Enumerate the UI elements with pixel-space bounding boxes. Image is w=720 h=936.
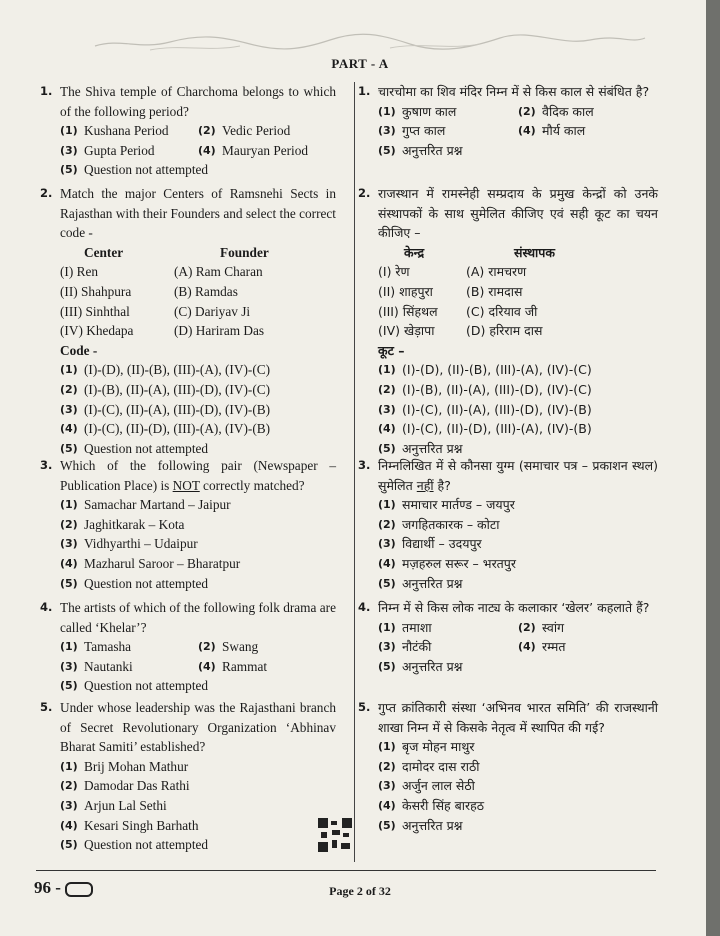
match-row: (III) सिंहथल (C) दरियाव जी <box>378 303 538 319</box>
part-title: PART - A <box>331 56 389 71</box>
question-text: राजस्थान में रामस्नेही सम्प्रदाय के प्रमुख केन्द्रों को उनके संस्थापकों के साथ सुमेलित कीजिए एवं सही कूट का चयन कीजिए – <box>378 186 658 241</box>
option-5[interactable]: (5) अनुत्तरित प्रश्न <box>378 440 463 456</box>
option-2[interactable]: (2) (I)-(B), (II)-(A), (III)-(D), (IV)-(C) <box>378 381 592 397</box>
option-2[interactable]: (2) Swang <box>198 639 259 655</box>
option-3[interactable]: (3) गुप्त काल <box>378 123 446 139</box>
match-row: (I) रेण (A) रामचरण <box>378 264 527 280</box>
option-5[interactable]: (5) Question not attempted <box>60 440 209 456</box>
option-1[interactable]: (1) कुषाण काल <box>378 103 457 119</box>
option-2[interactable]: (2) दामोदर दास राठी <box>378 758 480 774</box>
option-3[interactable]: (3) Vidhyarthi – Udaipur <box>60 536 198 552</box>
question-number: 2. <box>40 186 53 200</box>
match-row: (III) Sinhthal (C) Dariyav Ji <box>60 303 251 319</box>
question-4-en <box>40 598 336 696</box>
question-number: 4. <box>358 600 371 614</box>
option-4[interactable]: (4) (I)-(C), (II)-(D), (III)-(A), (IV)-(B) <box>60 421 271 437</box>
option-4[interactable]: (4) (I)-(C), (II)-(D), (III)-(A), (IV)-(B) <box>378 421 592 437</box>
option-3[interactable]: (3) Arjun Lal Sethi <box>60 797 167 813</box>
question-text: निम्नलिखित में से कौनसा युग्म (समाचार पत्र – प्रकाशन स्थल) सुमेलित नहीं है? <box>378 458 658 493</box>
question-text: निम्न में से किस लोक नाट्य के कलाकार ‘खेलर’ कहलाते हैं? <box>378 600 650 615</box>
option-5[interactable]: (5) Question not attempted <box>60 575 209 591</box>
question-number: 1. <box>358 84 371 98</box>
option-5[interactable]: (5) Question not attempted <box>60 678 209 694</box>
question-1-en <box>40 82 336 180</box>
option-2[interactable]: (2) Vedic Period <box>198 123 291 139</box>
option-1[interactable]: (1) तमाशा <box>378 619 432 635</box>
option-4[interactable]: (4) रम्मत <box>518 639 566 655</box>
question-text: Under whose leadership was the Rajasthani branch of Secret Revolutionary Organization ‘Abhinav Bharat Samiti’ established? <box>60 700 336 755</box>
match-row: (IV) Khedapa (D) Hariram Das <box>60 323 265 339</box>
option-5[interactable]: (5) अनुत्तरित प्रश्न <box>378 658 463 674</box>
option-4[interactable]: (4) Mazharul Saroor – Bharatpur <box>60 555 241 571</box>
option-row <box>60 657 336 677</box>
option-1[interactable]: (1) (I)-(D), (II)-(B), (III)-(A), (IV)-(C) <box>378 362 592 378</box>
match-row: (I) Ren (A) Ram Charan <box>60 264 263 280</box>
question-number: 5. <box>358 700 371 714</box>
emphasis-not: नहीं <box>416 477 434 493</box>
match-table <box>378 243 658 341</box>
question-3-en <box>40 456 336 593</box>
question-number: 3. <box>40 458 53 472</box>
option-2[interactable]: (2) Damodar Das Rathi <box>60 778 190 794</box>
page-label: Page 2 of 32 <box>329 884 391 898</box>
question-text: Which of the following pair (Newspaper – Publication Place) is NOT correctly matched? <box>60 458 336 493</box>
option-5[interactable]: (5) अनुत्तरित प्रश्न <box>378 817 463 833</box>
option-5[interactable]: (5) Question not attempted <box>60 837 209 853</box>
match-row: (II) शाहपुरा (B) रामदास <box>378 283 523 299</box>
question-text: The artists of which of the following folk drama are called ‘Khelar’? <box>60 600 336 635</box>
option-3[interactable]: (3) अर्जुन लाल सेठी <box>378 778 475 794</box>
question-number: 4. <box>40 600 53 614</box>
option-row <box>378 102 658 122</box>
emphasis-not: NOT <box>172 477 200 493</box>
match-header: Center Founder <box>84 244 269 260</box>
question-number: 5. <box>40 700 53 714</box>
question-number: 1. <box>40 84 53 98</box>
option-2[interactable]: (2) स्वांग <box>518 619 565 635</box>
column-divider <box>354 82 355 862</box>
option-row <box>378 618 658 638</box>
match-header: केन्द्र संस्थापक <box>404 244 555 260</box>
option-row <box>378 637 658 657</box>
option-2[interactable]: (2) (I)-(B), (II)-(A), (III)-(D), (IV)-(C) <box>60 381 271 397</box>
option-1[interactable]: (1) Brij Mohan Mathur <box>60 758 189 774</box>
option-2[interactable]: (2) जगहितकारक – कोटा <box>378 516 500 532</box>
question-2-hi <box>358 184 658 458</box>
question-5-hi <box>358 698 658 835</box>
option-3[interactable]: (3) (I)-(C), (II)-(A), (III)-(D), (IV)-(B) <box>378 401 592 417</box>
option-1[interactable]: (1) समाचार मार्तण्ड – जयपुर <box>378 497 515 513</box>
option-4[interactable]: (4) Kesari Singh Barhath <box>60 817 199 833</box>
option-3[interactable]: (3) नौटंकी <box>378 639 432 655</box>
question-3-hi <box>358 456 658 593</box>
option-4[interactable]: (4) Rammat <box>198 658 268 674</box>
page-edge-shadow <box>706 0 720 936</box>
question-2-en <box>40 184 336 458</box>
option-4[interactable]: (4) मज़हरुल सरूर – भरतपुर <box>378 555 517 571</box>
option-4[interactable]: (4) Mauryan Period <box>198 142 309 158</box>
option-row <box>60 141 336 161</box>
option-3[interactable]: (3) Gupta Period <box>60 142 155 158</box>
option-2[interactable]: (2) Jaghitkarak – Kota <box>60 516 185 532</box>
code-label: कूट – <box>378 342 405 358</box>
footer-divider <box>36 870 656 871</box>
question-5-en <box>40 698 336 855</box>
question-number: 2. <box>358 186 371 200</box>
option-1[interactable]: (1) (I)-(D), (II)-(B), (III)-(A), (IV)-(C) <box>60 362 271 378</box>
match-row: (II) Shahpura (B) Ramdas <box>60 283 238 299</box>
option-5[interactable]: (5) Question not attempted <box>60 162 209 178</box>
qr-code-icon <box>318 818 352 852</box>
code-label: Code - <box>60 342 98 358</box>
question-text: Match the major Centers of Ramsnehi Sects in Rajasthan with their Founders and select the correct code - <box>60 186 336 241</box>
question-text: The Shiva temple of Charchoma belongs to which of the following period? <box>60 84 336 119</box>
question-number: 3. <box>358 458 371 472</box>
match-table <box>60 243 336 341</box>
question-text: चारचोमा का शिव मंदिर निम्न में से किस काल से संबंधित है? <box>378 84 650 99</box>
match-row: (IV) खेड़ापा (D) हरिराम दास <box>378 323 543 339</box>
option-row <box>60 637 336 657</box>
option-3[interactable]: (3) Nautanki <box>60 658 133 674</box>
option-2[interactable]: (2) वैदिक काल <box>518 103 594 119</box>
option-3[interactable]: (3) विद्यार्थी – उदयपुर <box>378 536 482 552</box>
option-1[interactable]: (1) Kushana Period <box>60 123 169 139</box>
option-5[interactable]: (5) अनुत्तरित प्रश्न <box>378 142 463 158</box>
option-1[interactable]: (1) Samachar Martand – Jaipur <box>60 497 231 513</box>
page-number: 96 - <box>34 878 93 898</box>
question-text: गुप्त क्रांतिकारी संस्था ‘अभिनव भारत समिति’ की राजस्थानी शाखा निम्न में से किसके नेतृत्व में स्थापित की गई? <box>378 700 658 735</box>
option-4[interactable]: (4) मौर्य काल <box>518 123 586 139</box>
option-1[interactable]: (1) बृज मोहन माथुर <box>378 739 475 755</box>
option-3[interactable]: (3) (I)-(C), (II)-(A), (III)-(D), (IV)-(B) <box>60 401 271 417</box>
question-4-hi <box>358 598 658 676</box>
option-1[interactable]: (1) Tamasha <box>60 639 132 655</box>
option-row <box>378 121 658 141</box>
question-1-hi <box>358 82 658 160</box>
option-4[interactable]: (4) केसरी सिंह बारहठ <box>378 797 485 813</box>
handwritten-scribble <box>90 30 650 54</box>
option-5[interactable]: (5) अनुत्तरित प्रश्न <box>378 575 463 591</box>
option-row <box>60 121 336 141</box>
